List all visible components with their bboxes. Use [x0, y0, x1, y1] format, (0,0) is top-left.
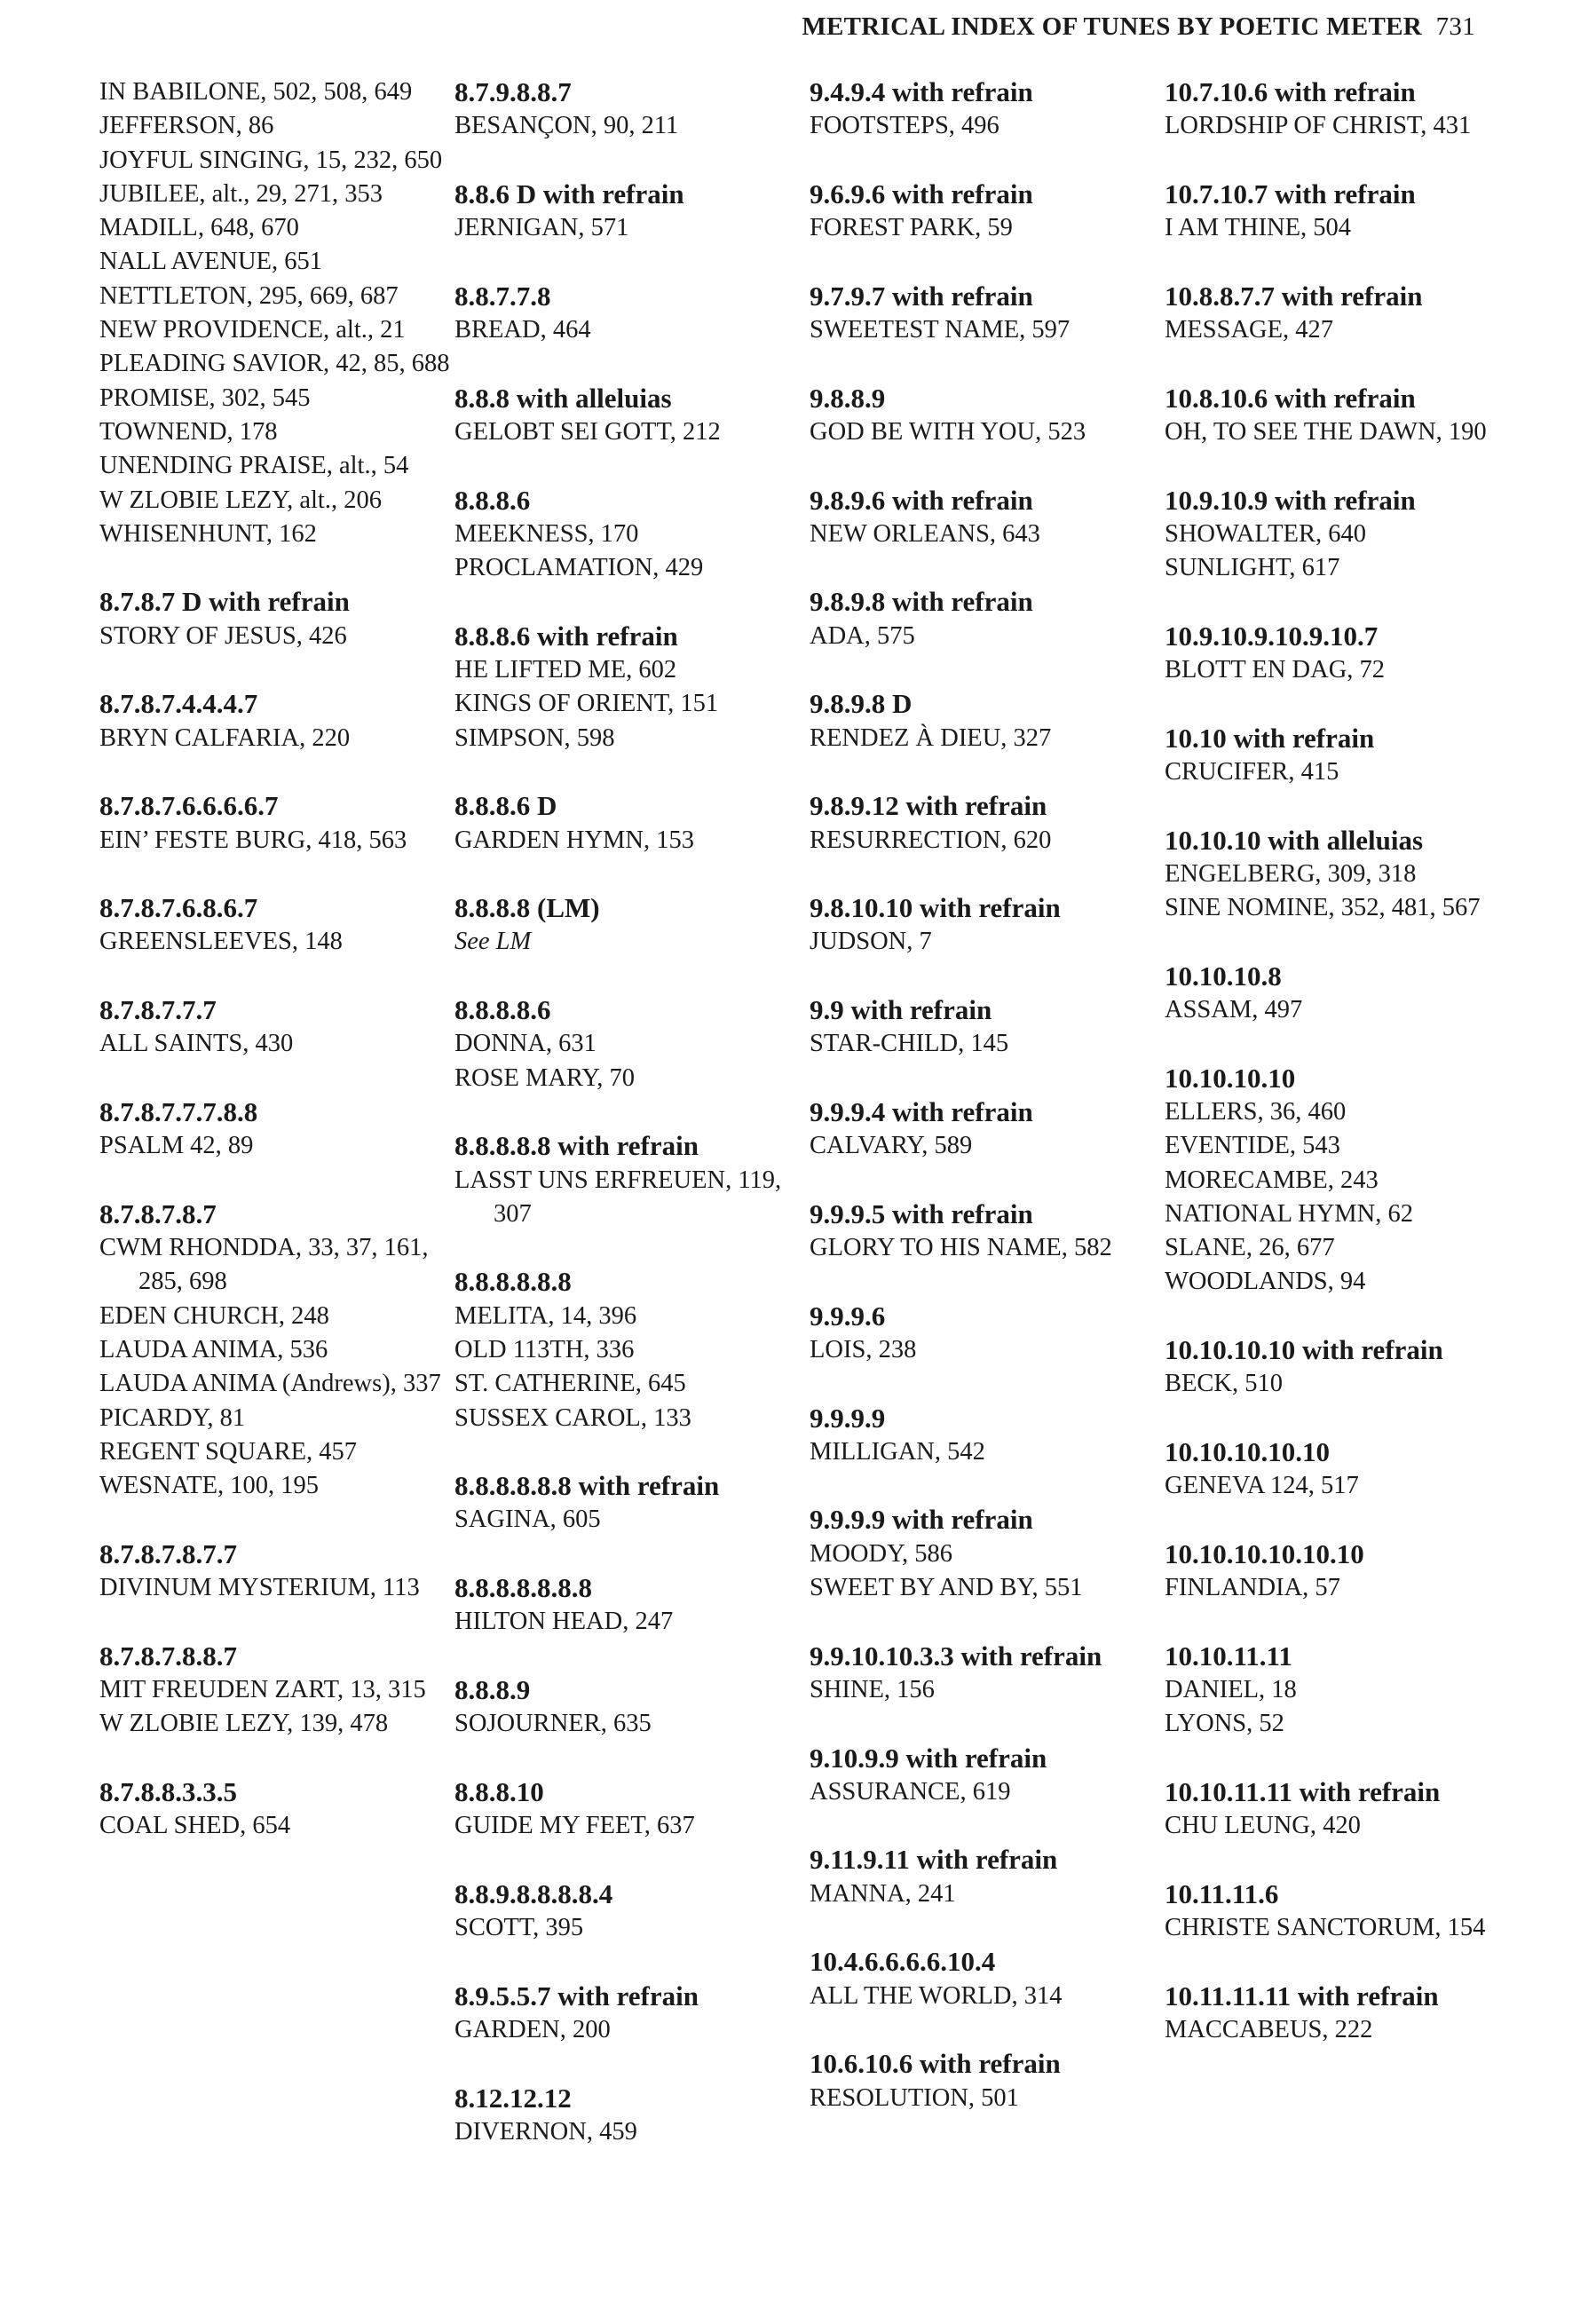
tune-entry: ADA, 575	[810, 621, 915, 650]
tune-entry: EIN’ FESTE BURG, 418, 563	[99, 826, 407, 854]
meter-heading: 10.10.10.10	[1165, 1062, 1296, 1094]
tune-entry: RENDEZ À DIEU, 327	[810, 723, 1052, 752]
tune-entry: COAL SHED, 654	[99, 1812, 291, 1840]
meter-section	[1165, 1980, 1524, 2048]
tune-entry: MORECAMBE, 243	[1165, 1166, 1379, 1194]
meter-section	[1165, 178, 1524, 246]
tune-entry: PLEADING SAVIOR, 42, 85, 688	[99, 350, 450, 378]
meter-heading: 8.7.8.7 D with refrain	[99, 586, 350, 618]
meter-heading: 10.7.10.7 with refrain	[1165, 178, 1416, 209]
meter-heading: 10.10.10 with alleluias	[1165, 824, 1424, 856]
meter-section	[454, 1265, 814, 1435]
meter-section	[1165, 1640, 1524, 1742]
meter-heading: 9.8.8.9	[810, 382, 886, 414]
tune-entry: JERNIGAN, 571	[454, 214, 629, 242]
meter-section	[1165, 722, 1524, 790]
tune-entry: RESOLUTION, 501	[810, 2083, 1019, 2112]
tune-entry: SIMPSON, 598	[454, 723, 615, 752]
meter-section	[810, 1640, 1169, 1708]
tune-entry: EDEN CHURCH, 248	[99, 1301, 329, 1330]
tune-entry: CALVARY, 589	[810, 1132, 973, 1160]
tune-entry: W ZLOBIE LEZY, 139, 478	[99, 1710, 389, 1738]
meter-heading: 8.8.7.7.8	[454, 280, 551, 312]
tune-entry: MIT FREUDEN ZART, 13, 315	[99, 1675, 426, 1703]
meter-heading: 8.8.8.6 with refrain	[454, 620, 678, 652]
tune-entry: DONNA, 631	[454, 1030, 597, 1058]
meter-heading: 10.6.10.6 with refrain	[810, 2048, 1061, 2080]
meter-section	[99, 585, 459, 653]
meter-section	[810, 382, 1169, 450]
tune-entry: CHU LEUNG, 420	[1165, 1812, 1361, 1840]
tune-entry: UNENDING PRAISE, alt., 54	[99, 452, 409, 480]
meter-heading: 8.8.8.8.6	[454, 994, 551, 1026]
meter-section	[1165, 1062, 1524, 1300]
tune-entry: NETTLETON, 295, 669, 687	[99, 281, 399, 310]
meter-section	[1165, 1537, 1524, 1606]
meter-section	[99, 993, 459, 1062]
meter-heading: 8.7.8.7.7.7.8.8	[99, 1095, 258, 1127]
tune-entry: DIVERNON, 459	[454, 2117, 637, 2146]
meter-section	[99, 687, 459, 755]
meter-heading: 8.7.8.7.8.7.7	[99, 1537, 237, 1569]
tune-entry: SUNLIGHT, 617	[1165, 554, 1340, 582]
tune-entry: WOODLANDS, 94	[1165, 1268, 1366, 1296]
meter-section	[454, 484, 814, 586]
tune-entry: JEFFERSON, 86	[99, 112, 274, 140]
meter-section	[454, 382, 814, 450]
meter-heading: 8.12.12.12	[454, 2082, 572, 2114]
meter-heading: 8.9.5.5.7 with refrain	[454, 1980, 699, 2012]
meter-section	[810, 1197, 1169, 1266]
tune-entry: RESURRECTION, 620	[810, 826, 1052, 854]
tune-entry: TOWNEND, 178	[99, 417, 278, 446]
meter-heading: 9.9.9.5 with refrain	[810, 1197, 1033, 1229]
meter-heading: 10.10.11.11 with refrain	[1165, 1775, 1441, 1807]
tune-entry: GENEVA 124, 517	[1165, 1472, 1359, 1500]
tune-entry: CRUCIFER, 415	[1165, 757, 1339, 786]
meter-section	[810, 1503, 1169, 1605]
meter-heading: 9.4.9.4 with refrain	[810, 76, 1033, 107]
index-column-1	[99, 75, 459, 1877]
page-header	[802, 12, 1475, 42]
tune-entry: NALL AVENUE, 651	[99, 248, 322, 276]
meter-heading: 9.9.9.4 with refrain	[810, 1095, 1033, 1127]
meter-heading: 9.10.9.9 with refrain	[810, 1742, 1047, 1774]
meter-heading: 8.8.8.8.8.8 with refrain	[454, 1470, 720, 1502]
meter-section	[810, 1095, 1169, 1164]
tune-entry: BLOTT EN DAG, 72	[1165, 656, 1386, 684]
meter-heading: 10.4.6.6.6.6.10.4	[810, 1946, 996, 1978]
meter-heading: 10.11.11.11 with refrain	[1165, 1980, 1439, 2012]
tune-entry: PROCLAMATION, 429	[454, 554, 704, 582]
meter-heading: 10.10.10.10.10	[1165, 1435, 1330, 1467]
tune-entry: SUSSEX CAROL, 133	[454, 1403, 691, 1432]
tune-entry: ALL THE WORLD, 314	[810, 1981, 1063, 2010]
meter-heading: 8.8.8.6 D	[454, 790, 557, 822]
meter-section	[1165, 620, 1524, 688]
meter-section	[1165, 280, 1524, 348]
meter-heading: 8.8.8.9	[454, 1673, 531, 1705]
tune-entry: LORDSHIP OF CHRIST, 431	[1165, 112, 1472, 140]
tune-entry: MADILL, 648, 670	[99, 214, 299, 242]
tune-entry: BREAD, 464	[454, 316, 591, 344]
meter-heading: 8.7.8.7.6.6.6.6.7	[99, 790, 279, 822]
tune-entry: SHOWALTER, 640	[1165, 519, 1366, 548]
meter-section	[454, 1673, 814, 1742]
tune-entry: FINLANDIA, 57	[1165, 1574, 1340, 1602]
meter-heading: 10.8.10.6 with refrain	[1165, 382, 1416, 414]
tune-entry: CWM RHONDDA, 33, 37, 161, 285, 698	[99, 1234, 429, 1296]
meter-section	[454, 75, 814, 144]
meter-section	[454, 789, 814, 858]
meter-heading: 10.10 with refrain	[1165, 722, 1375, 754]
tune-entry: MESSAGE, 427	[1165, 316, 1334, 344]
meter-heading: 8.7.8.7.6.8.6.7	[99, 892, 258, 924]
tune-entry: MANNA, 241	[810, 1879, 956, 1908]
tune-entry: BESANÇON, 90, 211	[454, 112, 679, 140]
meter-section	[99, 1640, 459, 1742]
meter-section	[454, 620, 814, 755]
tune-entry: WESNATE, 100, 195	[99, 1472, 319, 1500]
meter-section	[810, 585, 1169, 653]
meter-section	[1165, 1775, 1524, 1844]
meter-section	[810, 280, 1169, 348]
meter-heading: 8.8.8.6	[454, 484, 531, 516]
tune-entry: FOREST PARK, 59	[810, 214, 1013, 242]
tune-entry: ROSE MARY, 70	[454, 1063, 635, 1092]
meter-section	[454, 1980, 814, 2048]
tune-entry: ENGELBERG, 309, 318	[1165, 859, 1417, 888]
tune-entry: LAUDA ANIMA, 536	[99, 1335, 328, 1363]
tune-entry: HILTON HEAD, 247	[454, 1608, 674, 1636]
meter-section	[99, 1537, 459, 1606]
page-title: METRICAL INDEX OF TUNES BY POETIC METER	[802, 12, 1423, 41]
meter-section	[99, 891, 459, 960]
tune-entry: LYONS, 52	[1165, 1710, 1284, 1738]
meter-heading: 8.8.8.8.8.8.8	[454, 1572, 592, 1604]
tune-entry: I AM THINE, 504	[1165, 214, 1352, 242]
tune-entry: ASSURANCE, 619	[810, 1777, 1011, 1806]
meter-section	[810, 75, 1169, 144]
meter-section	[454, 993, 814, 1095]
tune-entry: LASST UNS ERFREUEN, 119, 307	[454, 1166, 782, 1228]
tune-entry: MELITA, 14, 396	[454, 1301, 637, 1330]
tune-entry: SINE NOMINE, 352, 481, 567	[1165, 894, 1481, 922]
meter-heading: 8.7.8.7.7.7	[99, 994, 217, 1026]
meter-heading: 8.8.8 with alleluias	[454, 382, 672, 414]
tune-entry: PICARDY, 81	[99, 1403, 246, 1432]
tune-entry: STAR-CHILD, 145	[810, 1030, 1009, 1058]
tune-entry: W ZLOBIE LEZY, alt., 206	[99, 486, 382, 514]
meter-heading: 10.7.10.6 with refrain	[1165, 76, 1416, 107]
meter-section	[810, 1402, 1169, 1470]
tune-entry: SLANE, 26, 677	[1165, 1234, 1335, 1262]
meter-section	[99, 789, 459, 858]
meter-heading: 10.10.10.8	[1165, 960, 1282, 992]
tune-entry: MACCABEUS, 222	[1165, 2015, 1373, 2043]
tune-entry: LAUDA ANIMA (Andrews), 337	[99, 1370, 441, 1398]
meter-section	[810, 1945, 1169, 2013]
tune-entry: SOJOURNER, 635	[454, 1710, 652, 1738]
meter-section	[810, 891, 1169, 960]
tune-entry: JUDSON, 7	[810, 928, 932, 956]
tune-entry: EVENTIDE, 543	[1165, 1132, 1340, 1160]
meter-section	[454, 891, 814, 960]
meter-section	[454, 1877, 814, 1946]
meter-heading: 9.6.9.6 with refrain	[810, 178, 1033, 209]
meter-heading: 9.9.9.9	[810, 1402, 886, 1434]
meter-heading: 10.8.8.7.7 with refrain	[1165, 280, 1423, 312]
tune-entry: HE LIFTED ME, 602	[454, 656, 677, 684]
meter-section	[810, 484, 1169, 552]
meter-heading: 8.7.9.8.8.7	[454, 76, 572, 107]
tune-entry: SHINE, 156	[810, 1675, 935, 1703]
tune-entry: GARDEN, 200	[454, 2015, 611, 2043]
meter-heading: 10.10.11.11	[1165, 1640, 1292, 1672]
meter-section	[99, 1775, 459, 1844]
meter-section	[1165, 1435, 1524, 1504]
tune-entry: GUIDE MY FEET, 637	[454, 1812, 695, 1840]
tune-entry: OLD 113TH, 336	[454, 1335, 635, 1363]
meter-heading: 9.9.10.10.3.3 with refrain	[810, 1640, 1102, 1672]
meter-section	[1165, 1877, 1524, 1946]
meter-section	[810, 687, 1169, 755]
meter-heading: 9.8.9.6 with refrain	[810, 484, 1033, 516]
meter-section	[810, 1742, 1169, 1810]
meter-section	[1165, 382, 1524, 450]
tune-entry: MEEKNESS, 170	[454, 519, 639, 548]
tune-entry: PSALM 42, 89	[99, 1132, 254, 1160]
meter-heading: 9.9 with refrain	[810, 994, 992, 1026]
tune-entry: MILLIGAN, 542	[810, 1437, 985, 1466]
meter-section	[99, 1095, 459, 1164]
tune-entry: NEW PROVIDENCE, alt., 21	[99, 316, 406, 344]
meter-section	[454, 280, 814, 348]
meter-heading: 8.7.8.8.3.3.5	[99, 1775, 237, 1807]
meter-section	[454, 178, 814, 246]
meter-heading: 8.8.8.10	[454, 1775, 544, 1807]
meter-section	[454, 2082, 814, 2150]
meter-section	[1165, 960, 1524, 1028]
tune-entry: NATIONAL HYMN, 62	[1165, 1199, 1413, 1228]
meter-section	[810, 789, 1169, 858]
meter-section	[99, 1197, 459, 1504]
meter-heading: 9.9.9.6	[810, 1300, 886, 1332]
tune-entry: WHISENHUNT, 162	[99, 519, 317, 548]
index-column-3	[810, 75, 1169, 2149]
meter-section	[810, 993, 1169, 1062]
meter-section	[454, 1571, 814, 1640]
meter-section	[1165, 1333, 1524, 1402]
meter-heading: 9.7.9.7 with refrain	[810, 280, 1033, 312]
meter-heading: 10.10.10.10.10.10	[1165, 1537, 1364, 1569]
meter-section	[810, 1300, 1169, 1368]
meter-heading: 8.7.8.7.8.8.7	[99, 1640, 237, 1672]
tune-entry: JOYFUL SINGING, 15, 232, 650	[99, 146, 443, 174]
tune-entry: DIVINUM MYSTERIUM, 113	[99, 1574, 420, 1602]
meter-heading: 9.8.9.12 with refrain	[810, 790, 1047, 822]
tune-entry: REGENT SQUARE, 457	[99, 1437, 358, 1466]
meter-heading: 8.8.8.8 (LM)	[454, 892, 600, 924]
tune-entry: LOIS, 238	[810, 1335, 917, 1363]
tune-entry: SCOTT, 395	[454, 1914, 584, 1942]
tune-entry: SAGINA, 605	[454, 1506, 601, 1534]
tune-entry: GOD BE WITH YOU, 523	[810, 417, 1086, 446]
meter-heading: 9.8.9.8 D	[810, 688, 913, 720]
tune-entry: FOOTSTEPS, 496	[810, 112, 999, 140]
tune-entry: See LM	[454, 928, 532, 956]
tune-entry: IN BABILONE, 502, 508, 649	[99, 78, 413, 106]
tune-entry: ELLERS, 36, 460	[1165, 1097, 1347, 1126]
tune-entry: GELOBT SEI GOTT, 212	[454, 417, 721, 446]
tune-entry: KINGS OF ORIENT, 151	[454, 690, 719, 718]
meter-section	[454, 1129, 814, 1231]
meter-heading: 10.9.10.9 with refrain	[1165, 484, 1416, 516]
meter-section	[454, 1469, 814, 1537]
tune-entry: STORY OF JESUS, 426	[99, 621, 347, 650]
tune-entry: BECK, 510	[1165, 1370, 1284, 1398]
tune-entry: NEW ORLEANS, 643	[810, 519, 1040, 548]
meter-heading: 10.10.10.10 with refrain	[1165, 1333, 1443, 1365]
tune-entry: PROMISE, 302, 545	[99, 383, 311, 412]
meter-section	[1165, 75, 1524, 144]
meter-section	[1165, 484, 1524, 586]
tune-entry: JUBILEE, alt., 29, 271, 353	[99, 179, 383, 208]
meter-heading: 9.9.9.9 with refrain	[810, 1504, 1033, 1536]
meter-section	[810, 178, 1169, 246]
tune-entry: BRYN CALFARIA, 220	[99, 723, 351, 752]
meter-heading: 8.8.8.8.8 with refrain	[454, 1130, 699, 1162]
index-column-4	[1165, 75, 1524, 2082]
tune-entry: OH, TO SEE THE DAWN, 190	[1165, 417, 1487, 446]
meter-section	[810, 1843, 1169, 1911]
meter-heading: 8.7.8.7.4.4.4.7	[99, 688, 258, 720]
tune-entry: ASSAM, 497	[1165, 996, 1303, 1024]
meter-heading: 8.8.9.8.8.8.8.4	[454, 1877, 613, 1909]
meter-heading: 8.7.8.7.8.7	[99, 1197, 217, 1229]
index-column-2	[454, 75, 814, 2183]
meter-heading: 10.9.10.9.10.9.10.7	[1165, 620, 1379, 652]
tune-entry: ST. CATHERINE, 645	[454, 1370, 686, 1398]
meter-heading: 10.11.11.6	[1165, 1877, 1279, 1909]
meter-section	[810, 2047, 1169, 2115]
meter-heading: 9.11.9.11 with refrain	[810, 1844, 1058, 1876]
tune-entry: SWEET BY AND BY, 551	[810, 1574, 1083, 1602]
meter-section	[99, 75, 459, 551]
tune-entry: GARDEN HYMN, 153	[454, 826, 694, 854]
page-number: 731	[1435, 12, 1475, 41]
tune-entry: SWEETEST NAME, 597	[810, 316, 1071, 344]
meter-heading: 8.8.8.8.8.8	[454, 1266, 572, 1298]
meter-heading: 9.8.10.10 with refrain	[810, 892, 1061, 924]
tune-entry: GLORY TO HIS NAME, 582	[810, 1234, 1112, 1262]
tune-entry: CHRISTE SANCTORUM, 154	[1165, 1914, 1486, 1942]
tune-entry: GREENSLEEVES, 148	[99, 928, 343, 956]
meter-section	[1165, 824, 1524, 926]
tune-entry: DANIEL, 18	[1165, 1675, 1297, 1703]
tune-entry: MOODY, 586	[810, 1539, 952, 1568]
tune-entry: ALL SAINTS, 430	[99, 1030, 294, 1058]
meter-heading: 9.8.9.8 with refrain	[810, 586, 1033, 618]
meter-section	[454, 1775, 814, 1844]
meter-heading: 8.8.6 D with refrain	[454, 178, 684, 209]
